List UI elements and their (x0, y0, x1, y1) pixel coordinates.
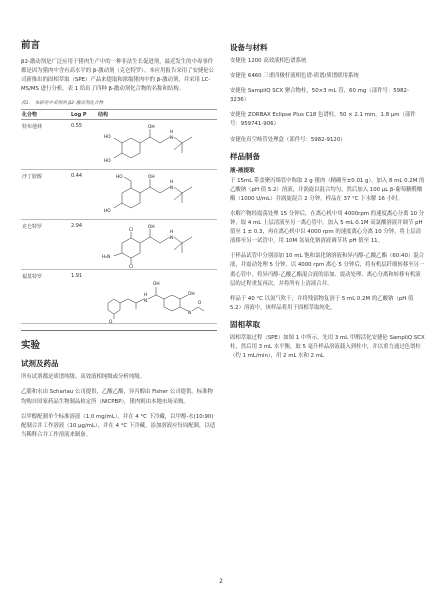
sample-prep-heading: 样品制备 (230, 151, 260, 161)
terbutaline-structure-image (98, 123, 216, 169)
compound-name: 特布他林 (21, 120, 70, 170)
table-caption: 表1． 本研究中采用的 β2-激动剂化合物 (21, 101, 104, 107)
sample-paragraph-4: 样品于 40 °C 以氮气吹干，并将残留物复溶于 5 mL 0.2M 的乙酸钠（pH 值 5.2）溶液中，该样品将用于固相萃取纯化。 (230, 295, 414, 311)
col-logp: Log P (70, 110, 97, 120)
compounds-table (21, 109, 217, 324)
svg-text:Cl: Cl (129, 265, 134, 270)
spe-heading: 固相萃取 (230, 319, 260, 329)
compound-logp: 0.55 (70, 120, 97, 170)
salbutamol-structure-image (98, 173, 216, 219)
svg-text:OH: OH (153, 282, 160, 288)
extraction-subheading: 液-液提取 (230, 167, 255, 174)
reagents-paragraph-1: 所有试剂都是质谱纯级、高效液相纯级或分析纯级。 (21, 374, 145, 381)
sample-paragraph-2: 水解产物经震荡处理 15 分钟后，在离心机中用 4000rpm 的速度离心分离 10 分钟，取 4 mL 上层清液至另一离心管中，加入 5 mL 0.1M 高氯酸溶液并调节 pH 值至 1 ± 0.3，再在离心机中以 4000 rpm 的速度离心分离 10 分钟，将上层清液移至另一试管中，用 10M 氢氧化钠溶液调节其 pH 值至 11。 (230, 210, 425, 245)
svg-text:H: H (170, 130, 174, 136)
equipment-item: 安捷伦 SampliQ SCX 聚合物柱，50×3 mL 管，60 mg（部件号：5982-3236） (230, 88, 409, 104)
svg-text:H: H (170, 230, 174, 236)
svg-text:O: O (109, 320, 113, 324)
equipment-item: 安捷伦 6460 三重四极杆液相色谱-质谱/质谱联用系统 (230, 73, 359, 80)
clenbuterol-structure-image (98, 223, 216, 269)
reagents-paragraph-3: 以甲醇配制单个标准溶液（1.0 mg/mL），并在 4 °C 下冷藏，以甲醇-水(10:90) 配制合并工作溶液（10 μg/mL），并在 4 °C 下冷藏，添加溶液应每周配制，以适当稀释合并工作溶液来制备。 (21, 413, 216, 438)
svg-text:HO: HO (104, 135, 111, 141)
svg-text:N: N (144, 299, 148, 305)
col-compound: 化合物 (21, 110, 70, 120)
table-row (21, 120, 217, 170)
svg-text:HO: HO (116, 175, 123, 181)
table-row (21, 220, 217, 270)
preface-heading: 前言 (21, 40, 41, 51)
col-structure: 结构 (97, 110, 217, 120)
svg-text:HO: HO (104, 209, 111, 215)
preface-text: β2-激动剂是广泛应用于猪肉生产中的一种非法生长促进剂，最近发生的中毒事件都是因为猪肉中含有高水平的 β-激动剂（克仑特罗）。本应用报告采用了安捷伦公司新推出的固相萃取（SPE）产品来提取和浓缩猪肉中的 β-激动剂，并采用 LC-MS/MS 进行分析。表 1 给出了四种 β-激动剂化合物的名称和结构。 (21, 59, 215, 93)
table-row (21, 270, 217, 324)
compound-logp: 1.91 (70, 270, 97, 324)
right-column (230, 40, 425, 367)
sample-paragraph-1: 于 15mL 带盖聚丙烯管中称取 2 g 猪肉（精确至±0.01 g），加入 8 mL 0.2M 的乙酸钠（pH 值 5.2）溶液，并涡旋以混合均匀，然后加入 100 μL β-葡萄糖醛酸酶（1000 U/mL）并涡旋混合 2 分钟，样品在 37 °C 下水解 16 小时。 (230, 177, 425, 202)
formoterol-structure-image (98, 273, 216, 323)
svg-text:N: N (188, 311, 192, 317)
svg-text:Cl: Cl (129, 228, 134, 234)
spe-paragraph-1: 固相萃取过程（SPE）如图 1 中所示。先用 3 mL 甲醇活化安捷伦 SampliQ SCX 柱，然后用 3 mL 水平衡，取 5 毫升样品溶液载入到柱中，并以重力通过色谱柱（约 1 mL/min），用 2 mL 水和 2 mL (230, 334, 425, 360)
page-number: 2 (219, 578, 223, 585)
compound-name: 福莫特罗 (21, 270, 70, 324)
compound-name: 沙丁胺醇 (21, 170, 70, 220)
sample-paragraph-3: 于样品试管中分别添加 10 mL 饱和氯化钠溶液和异丙醇-乙酸乙酯（60:40）混合液，并震动处理 5 分钟，以 4000 rpm 离心 5 分钟后，将有机层纤细转移至另一离心管中，将异丙醇-乙酸乙酯混合液的添加、震动处理、离心分离和转移有机液层的过程重复再次，并将所有上清液合并。 (230, 253, 425, 287)
svg-text:OH: OH (148, 175, 155, 181)
equipment-item: 安捷伦真空岐管处理盒（部件号：5982-9120） (230, 136, 346, 143)
table-row (21, 170, 217, 220)
reagents-paragraph-2: 乙腈和水由 Scharlau 公司提供，乙酸乙酯，异丙醇由 Fisher 公司提供。标准物均购自国家药品生物制品检定所（NICPBP）。猪肉则由本地市场采购。 (21, 389, 213, 405)
svg-text:N: N (170, 186, 174, 192)
equipment-heading: 设备与材料 (230, 43, 268, 52)
reagents-heading: 试剂及药品 (21, 359, 59, 369)
compound-logp: 2.94 (70, 220, 97, 270)
svg-text:O: O (198, 301, 202, 307)
left-column (21, 40, 217, 446)
svg-text:N: N (170, 236, 174, 242)
svg-text:H₂N: H₂N (102, 255, 111, 261)
svg-text:H: H (170, 180, 174, 186)
compound-logp: 0.44 (70, 170, 97, 220)
svg-text:OH: OH (148, 125, 155, 131)
svg-text:N: N (170, 136, 174, 142)
experiment-heading: 实验 (21, 340, 41, 352)
equipment-item: 安捷伦 ZORBAX Eclipse Plus C18 色谱柱，50 × 2.1 mm，1.8 μm（部件号：959741-906） (230, 112, 416, 128)
svg-text:H: H (144, 293, 148, 299)
svg-text:HO: HO (104, 159, 111, 165)
section-divider (21, 330, 217, 331)
svg-text:OH: OH (188, 292, 195, 298)
equipment-item: 安捷伦 1200 高效液相色谱系统 (230, 58, 307, 64)
svg-text:OH: OH (148, 225, 155, 231)
compound-name: 克仑特罗 (21, 220, 70, 270)
